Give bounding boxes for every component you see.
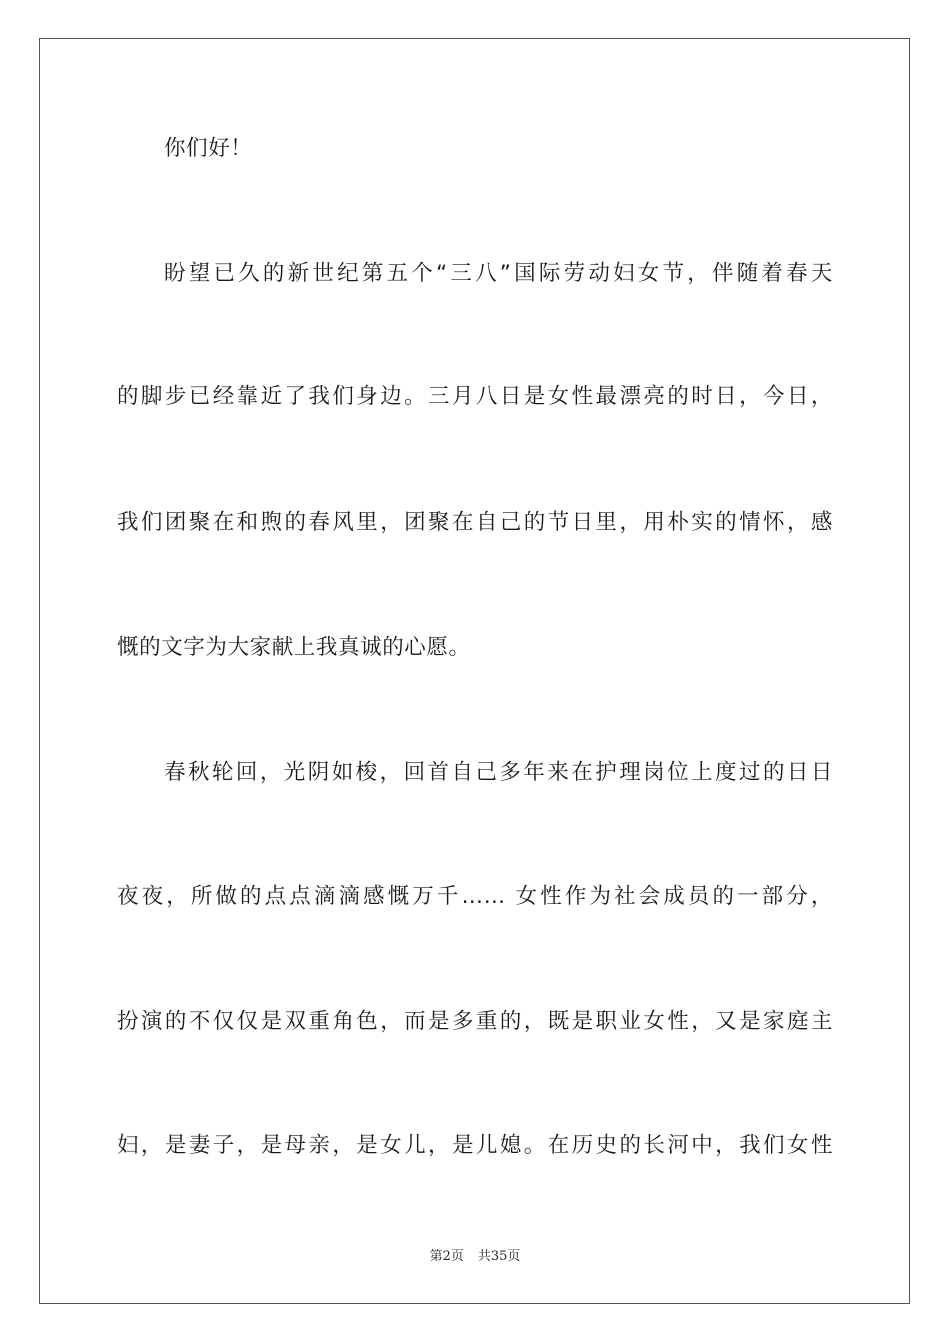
page-border (39, 38, 910, 1304)
paragraph-1-line-3: 我们团聚在和煦的春风里，团聚在自己的节日里，用朴实的情怀，感 (117, 510, 833, 535)
paragraph-2-line-2: 夜夜，所做的点点滴滴感慨万千…… 女性作为社会成员的一部分， (117, 884, 833, 909)
paragraph-1-line-1: 盼望已久的新世纪第五个“三八”国际劳动妇女节，伴随着春天 (164, 261, 833, 286)
paragraph-1-line-4: 慨的文字为大家献上我真诚的心愿。 (117, 635, 471, 660)
page-total: 共35页 (477, 1249, 521, 1264)
paragraph-2-line-1: 春秋轮回，光阴如梭，回首自己多年来在护理岗位上度过的日日 (164, 760, 833, 785)
paragraph-1-line-2: 的脚步已经靠近了我们身边。三月八日是女性最漂亮的时日，今日， (117, 384, 833, 409)
greeting-line: 你们好！ (164, 136, 253, 161)
paragraph-2-line-3: 扮演的不仅仅是双重角色，而是多重的，既是职业女性，又是家庭主 (117, 1009, 833, 1034)
page-number: 第2页 (429, 1249, 464, 1264)
paragraph-2-line-4: 妇，是妻子，是母亲，是女儿，是儿媳。在历史的长河中，我们女性 (117, 1133, 833, 1158)
page-footer (0, 1248, 950, 1266)
